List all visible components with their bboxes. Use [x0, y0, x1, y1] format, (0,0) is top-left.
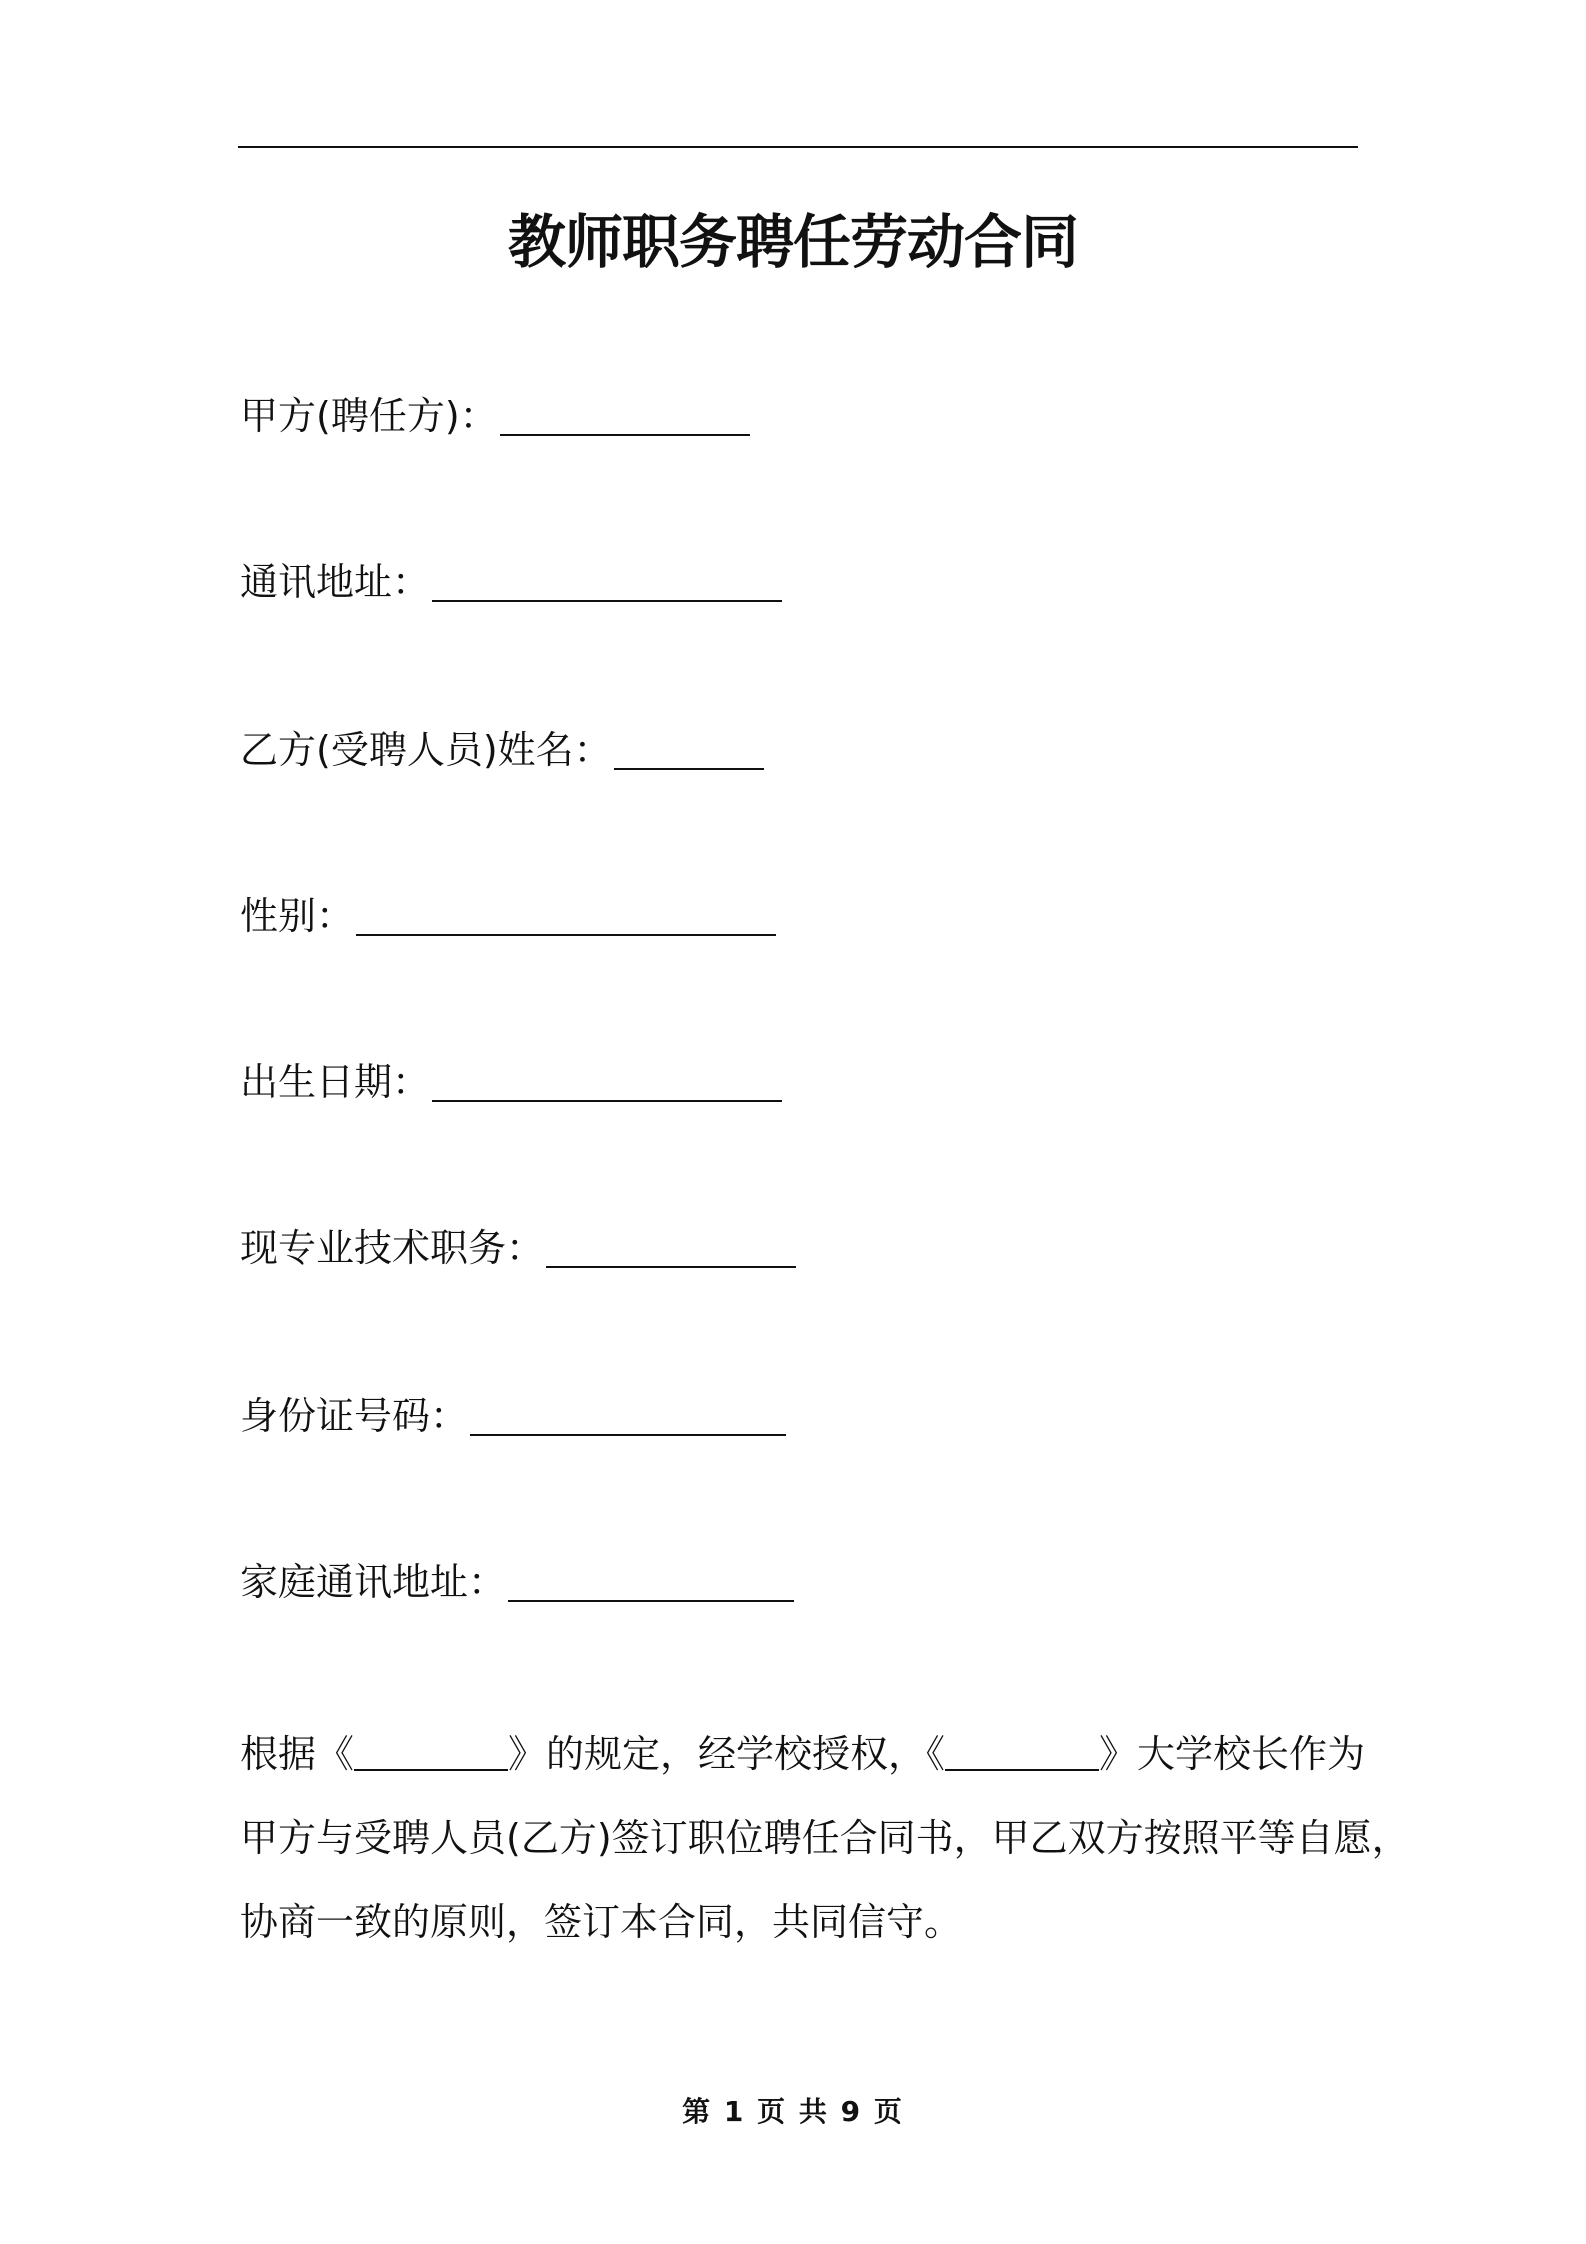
field-label: 乙方(受聘人员)姓名：	[240, 728, 612, 772]
field-home-address	[240, 1548, 794, 1608]
field-party-b-name	[240, 716, 764, 776]
page-number-footer: 第 1 页 共 9 页	[682, 2095, 904, 2128]
field-label: 现专业技术职务：	[240, 1226, 545, 1270]
party-a-blank[interactable]	[500, 434, 750, 436]
regulation-name-blank[interactable]	[354, 1769, 508, 1771]
party-b-name-blank[interactable]	[614, 768, 764, 770]
gender-blank[interactable]	[356, 934, 776, 936]
paragraph-line-2: 甲方与受聘人员(乙方)签订职位聘任合同书，甲乙双方按照平等自愿，	[240, 1816, 1410, 1860]
field-address	[240, 548, 782, 608]
field-gender	[240, 882, 776, 942]
paragraph-line-1: 根据《 》的规定，经学校授权，《 》大学校长作为	[240, 1732, 1366, 1776]
header-rule	[238, 146, 1358, 148]
field-label: 出生日期：	[240, 1060, 431, 1104]
paragraph-line-3: 协商一致的原则，签订本合同，共同信守。	[240, 1900, 963, 1944]
birth-date-blank[interactable]	[432, 1100, 782, 1102]
contract-intro-paragraph	[240, 1712, 1410, 1964]
id-number-blank[interactable]	[470, 1434, 786, 1436]
field-label: 身份证号码：	[240, 1394, 469, 1438]
field-label: 甲方(聘任方)：	[240, 394, 498, 438]
field-party-a	[240, 382, 750, 442]
current-title-blank[interactable]	[546, 1266, 796, 1268]
field-label: 家庭通讯地址：	[240, 1560, 507, 1604]
university-name-blank[interactable]	[945, 1769, 1099, 1771]
field-label: 性别：	[240, 894, 355, 938]
field-birth-date	[240, 1048, 782, 1108]
home-address-blank[interactable]	[508, 1600, 794, 1602]
field-id-number	[240, 1382, 786, 1442]
field-label: 通讯地址：	[240, 560, 431, 604]
address-blank[interactable]	[432, 600, 782, 602]
field-current-title	[240, 1214, 796, 1274]
document-title: 教师职务聘任劳动合同	[507, 208, 1078, 276]
